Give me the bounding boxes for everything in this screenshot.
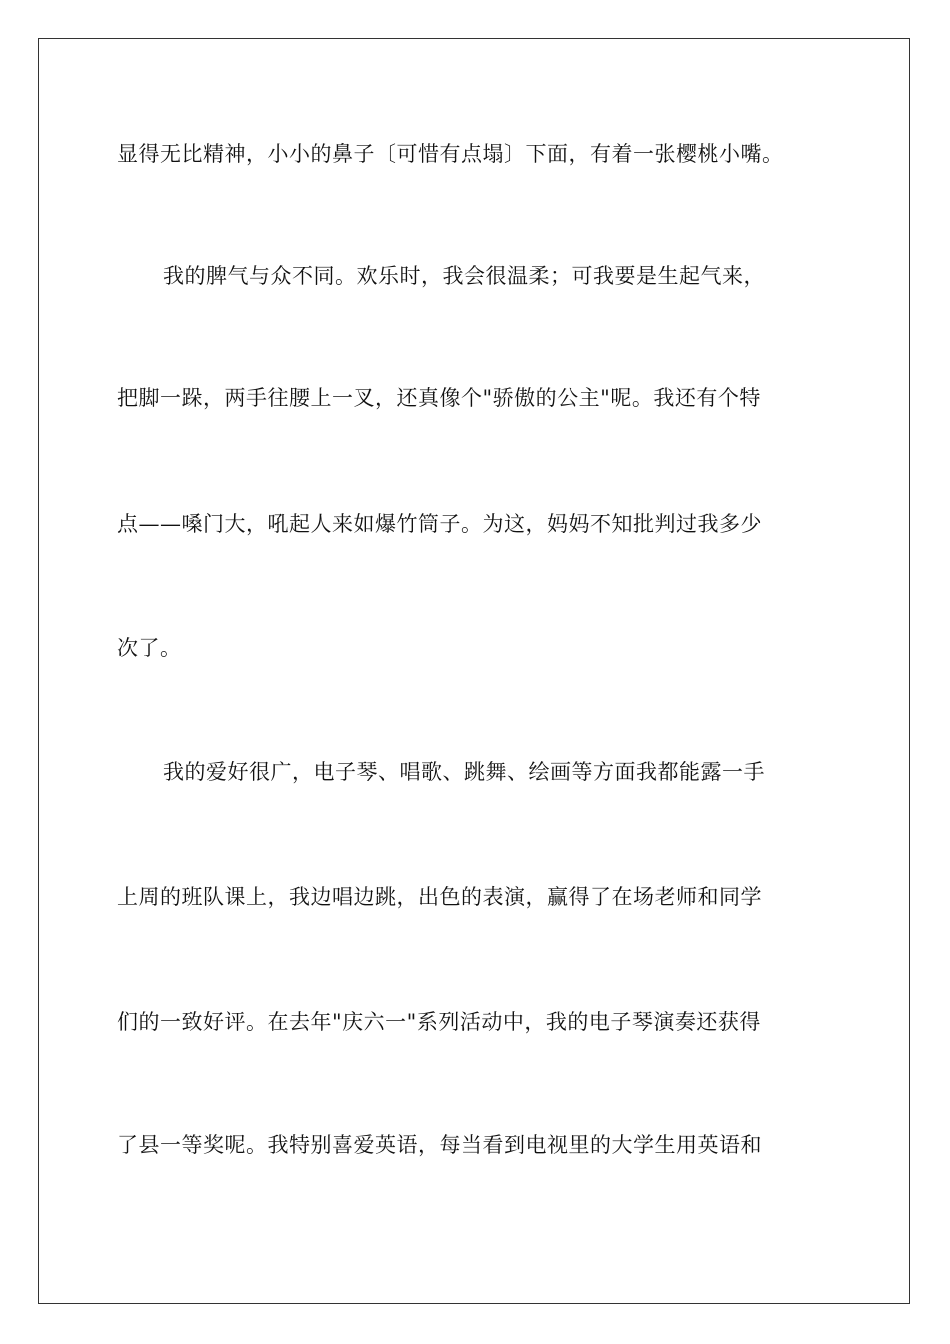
- text-line: 把脚一跺，两手往腰上一叉，还真像个"骄傲的公主"呢。我还有个特: [117, 386, 761, 410]
- text-line: 们的一致好评。在去年"庆六一"系列活动中，我的电子琴演奏还获得: [117, 1010, 761, 1034]
- text-line: 显得无比精神，小小的鼻子〔可惜有点塌〕下面，有着一张樱桃小嘴。: [117, 142, 784, 166]
- text-line: 我的脾气与众不同。欢乐时，我会很温柔；可我要是生起气来，: [163, 264, 765, 288]
- text-line: 点——嗓门大，吼起人来如爆竹筒子。为这，妈妈不知批判过我多少: [117, 512, 762, 536]
- text-line: 了县一等奖呢。我特别喜爱英语，每当看到电视里的大学生用英语和: [117, 1133, 762, 1157]
- text-line: 上周的班队课上，我边唱边跳，出色的表演，赢得了在场老师和同学: [117, 885, 762, 909]
- text-line: 次了。: [117, 636, 182, 660]
- text-line: 我的爱好很广，电子琴、唱歌、跳舞、绘画等方面我都能露一手: [163, 760, 765, 784]
- page-border: [38, 38, 910, 1304]
